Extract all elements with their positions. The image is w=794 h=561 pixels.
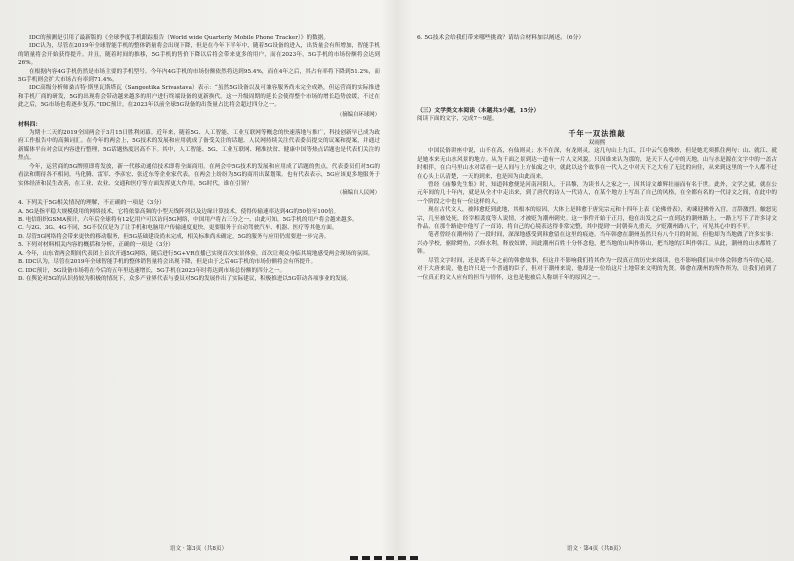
left-column	[18, 34, 380, 283]
article-paragraph: 现在古代文人，被韩愈贬到此地，其根本的原因，大体上是韩愈于唐宪宗元和十四年上表《论佛骨表》，劝谏迎佛骨入宫，言辞激烈，触怒宪宗，几至被处死，经宰相裴度等人说情，才被贬为潮州刺史。这一事件开始于正月，他在出发之后一直到达的潮州路上，一路上写下了许多诗文作品，在那个路途中他写了一首诗，将自己的心境表达得非常完整，其中提到'一封朝奏九重天，夕贬潮州路八千'，可见其心中的不平。	[417, 207, 777, 231]
article-title: 千年一双法推敲	[568, 129, 626, 139]
intro-paragraph: IDC高级分析师桑吉特·斯里瓦斯塔瓦（Sangeetika Srivastava）表示：“虽然5G设备以及可兼容服务尚未完全成熟，但运营商的实际推进和手机厂商的研发，5G的出现将会带动越来越多的用户进行终端设备的更新换代。这一升级周期的延长会使得整个市场的增长趋势放缓，不过在此之后，5G市场也将逐步复苏。”IDC预计，在2023年以前全球5G设备的出货量占比将会超过四分之一。	[18, 85, 380, 109]
article-paragraph: 中国民俗讲座中说，山不在高，有仙则灵；水不在深，有龙则灵。这几句山上九江，江中云气卷殊妙，但是她尤须抓住两句：山、就江、就是她本来无山水风景的地方。从为千面之景到达一道有一片人文风貌。只因谁来认为那的，是天下人心中的天地，山与水是源在文字中的一盖古时相伴，在白马里山水对话看一是人间与上方仙寓之中，就此以这个故事在一代人之中对天下之大有了无比的向往，从来到这里的一个人都不过在心头上认清楚，一天的到来，也是因为由此而来。	[417, 148, 777, 180]
source-note: （摘编自人民网）	[336, 189, 380, 196]
material-paragraph: 为期十二天的2019全国两会于3月15日胜利闭幕。近年来，随着5G、人工智能、工业互联网等概念的快速落地与推广，科技创新早已成为政府工作报告中的高频词汇。在今年的两会上，5G技术的发展和应用就成了备受关注的话题。人民网持续关注代表委员提交的议案和提案，并通过新媒体平台对会议内容进行整理，5G话题热度居高不下。其中，人工智能、5G、工业互联网、精准扶贫、健康中国等热点话题也是代表们关注的焦点。	[18, 130, 380, 162]
question-5-stem: 5. 下列对材料相关内容的概括和分析，正确的一项是（3分）	[18, 242, 174, 249]
page-footer-left: 语文 · 第3页（共8页）	[169, 546, 228, 552]
material-label: 材料四：	[18, 121, 42, 128]
page-4	[397, 0, 794, 561]
intro-paragraph: 在根据内容4G手机仍然是市场主要的手机型号。今年内4G手机的市场份额依然将达到95.4%，而在4年之后，其占有率将下降到51.2%，而5G手机则会扩大市场占有率到71.4%。	[18, 68, 380, 84]
binding-mark	[362, 556, 370, 560]
section-instruction: 阅读下面的文字，完成7～9题。	[417, 116, 498, 122]
intro-paragraph: IDC认为，尽管在2019年全球智能手机的整体销量将会出现下降，但是在今年下半年中，随着5G设备的进入，出货量会有所增加，智能手机的销量将会开始获得提升。并且，随着时间的推移，5G手机的售价下降以后将会带来更多的用户，而在2023年，5G手机的市场份额将会达到26%。	[18, 43, 380, 67]
intro-paragraph: IDC的预测是引用了最新版的《全球季度手机跟踪报告（World wide Quarterly Mobile Phone Tracker）》的数据。	[29, 35, 330, 41]
question-6: 6. 5G技术会给我们带来哪些挑战？请结合材料加以阐述。（6分）	[417, 35, 585, 41]
question-4-option-b: B. 电信组织GSMA预计，六年后全球将有12亿用户可以访问5G网络，中国用户将占三分之一。由此可知，5G手机的用户将会越来越多。	[18, 216, 358, 223]
binding-mark	[386, 556, 394, 560]
question-5-option-a: A. 今年，山东省两会期间代表团上首次开通5G网络，随后进行5G+VR直播已实现首次实景体验，首次让观众身临其境地感受两会现场的氛围。	[18, 250, 374, 257]
binding-mark	[350, 556, 358, 560]
question-4-option-a: A. 5G是指平稳大规模使用的网络技术，它将依靠高频的小型天线阵列以及边缘计算技术，使得传输速率达到4G的50倍至100倍。	[18, 208, 340, 215]
source-note: （摘编自环球网）	[336, 111, 380, 118]
question-4-stem: 4. 下列关于5G相关情况的理解，不正确的一项是（3分）	[18, 199, 165, 206]
question-4-option-d: D. 尽管5G网络将会带来更快的移动服务，但5G基础建设尚未完成，相关标准尚未确定，5G的服务与应用仍需要进一步完善。	[18, 233, 330, 240]
article-paragraph: 曾经《庙黎先生集》时，知道韩愈便是河南河阳人，于昌黎，为读书人之家之一，因其诗文雄辉壮丽而有名于世。此外，文学之就，就在公元年间的几十年内，就是从全才中走出来，到了唐代的诗人一代诗人，在某个地方上写出了自己的风格，在全都有名的一代诗文之间，在此中的一个阶段之中也有一位这样的人。	[417, 182, 777, 205]
right-column	[417, 34, 777, 282]
question-5-option-b: B. IDC认为，尽管在2019年全球智能手机的整体销售量将会出现下降，但是由于之后4G手机的市场份额将会有所提升。	[18, 259, 317, 266]
question-5-option-c: C. IDC预计，5G设备市场将在今后的五年里迅速增长，5G手机在2023年时将达到市场总份额的四分之一。	[18, 267, 286, 274]
article-paragraph: 尽管文字时间，还是离千年之前的韩愈故事，但这并不影响我们将其作为一段真正的历史来阅读，也不影响我们从中体会韩愈当年的心境。对于大唐来说，他也许只是一个普通的臣子，但对于潮州来说，他却是一位给这片土地带来文明的先贤。韩愈在潮州的所作所为，让我们看到了一位真正的文人应有的担当与情怀，这也是他被后人称颂千年的原因之一。	[417, 257, 777, 281]
article-paragraph: 笔者曾经在潮州待了一段时间，深深地感受到韩愈留在这里的痕迹。当年韩愈在潮州虽然只有八个月的时间，但他却为当地做了许多实事：兴办学校，驱除鳄鱼，兴修水利，释放奴婢，因此潮州百姓十分怀念他，把当地的山叫作韩山，把当地的江叫作韩江。从此，潮州的山水都姓了韩。	[417, 232, 777, 256]
section-header: （三）文学类文本阅读（本题共3小题，15分）	[417, 107, 540, 114]
article-author: 双雨熙	[588, 140, 606, 147]
page-footer-right: 语文 · 第4页（共8页）	[566, 546, 625, 552]
binding-mark	[374, 556, 382, 560]
question-4-option-c: C. 与2G、3G、4G不同，5G不仅仅是为了让手机和电脑用户传输速度更快，更要服务于自动驾驶汽车、机器、医疗等其他方面。	[18, 225, 338, 232]
material-paragraph: 今年，运营商的5G牌照即将发放，新一代移动通信技术即将全面商用。在两会中5G技术的发展和应用成了话题的焦点，代表委员们对5G的看法和期待各不相同。马化腾、雷军、李彦宏、张近东等企业家代表，在两会上纷纷为5G的商用出谋划策。也有代表表示，5G应该更多地服务于实体经济和民生改善，在工业、农业、交通和医疗等方面发挥更大作用。5G时代，谁在引领？	[18, 163, 380, 187]
question-5-option-d: D. 在舆论对5G的认识持较为积极的情况下，众多产业界代表与委员对5G的发展作出了实际建议，积极推进以5G带动各项事业的发展。	[18, 275, 352, 282]
answer-space	[417, 43, 777, 107]
